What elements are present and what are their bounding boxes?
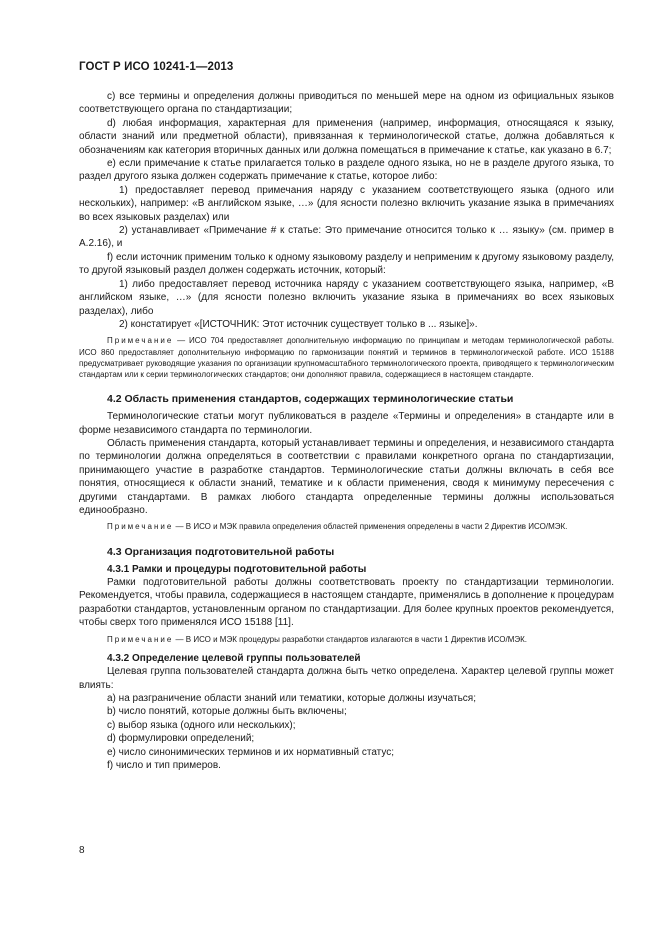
note-text: — ИСО 704 предоставляет дополнительную информацию по принципам и методам терминологической работы. ИСО 860 предоставляет дополнительную информацию по гармонизации понятий и терминов в терминологической работе. ИСО 15188 предусматривает руководящие указания по организации крупномасштабного терминологического проекта, приводящего к терминологическим стандартам или к серии терминологических стандартов; они дополняют правила, содержащиеся в настоящем стандарте.: [79, 336, 614, 379]
item-f: f) если источник применим только к одному языковому разделу и неприменим к другому языковому разделу, то другой языковый раздел должен содержать источник, который:: [79, 251, 614, 277]
section-4-2-paragraph-1: Терминологические статьи могут публиковаться в разделе «Термины и определения» в стандарте или в форме независимого стандарта по терминологии.: [79, 411, 614, 436]
item-f1: 1) либо предоставляет перевод источника наряду с указанием соответствующего языка, например, «В английском языке, …» (для ясности полезно включить указание языка в примечаниях во всех языковых разделах), либо: [79, 278, 614, 317]
note-4-3-1: [79, 634, 614, 645]
note-label: Примечание: [107, 522, 174, 532]
list-item: c) выбор языка (одного или нескольких);: [107, 719, 296, 731]
section-4-3-2-heading: 4.3.2 Определение целевой группы пользователей: [107, 652, 361, 664]
target-group-list: [79, 692, 614, 772]
page-body: [79, 90, 614, 772]
list-item: f) число и тип примеров.: [107, 760, 221, 772]
section-4-3-1-paragraph: Рамки подготовительной работы должны соответствовать проекту по стандартизации терминологии. Рекомендуется, чтобы правила, содержащиеся в настоящем стандарте, применялись в дополнение к процедурам разработки стандартов, установленным органом по стандартизации. Для более крупных проектов рекомендуется, чтобы сверх того применялся ИСО 15188 [11].: [79, 576, 614, 629]
item-e2: 2) устанавливает «Примечание # к статье: Это примечание относится только к … языку» (см. пример в А.2.16), и: [79, 225, 614, 250]
list-item: d) формулировки определений;: [107, 733, 255, 745]
item-e1: 1) предоставляет перевод примечания наряду с указанием соответствующего языка (одного или нескольких), например: «В английском языке, …» (для ясности полезно включить указание языка в примечаниях во всех языковых разделах) или: [79, 184, 614, 223]
note-label: Примечание: [107, 634, 174, 644]
item-f2: 2) констатирует «[ИСТОЧНИК: Этот источник существует только в ... языке]».: [119, 318, 478, 330]
note-intro: [79, 335, 614, 380]
note-text: — В ИСО и МЭК процедуры разработки стандартов излагаются в части 1 Директив ИСО/МЭК.: [173, 634, 528, 644]
item-e: e) если примечание к статье прилагается только в разделе одного языка, но не в разделе другого языка, то раздел другого языка должен содержать примечание к статье, которое либо:: [79, 158, 614, 183]
list-item: b) число понятий, которые должны быть включены;: [107, 706, 347, 718]
section-4-2-heading: 4.2 Область применения стандартов, содержащих терминологические статьи: [107, 393, 514, 406]
page-number: 8: [79, 845, 85, 856]
section-4-2-paragraph-2: Область применения стандарта, который устанавливает термины и определения, и независимого стандарта по терминологии должна определяться в соответствии с правилами конкретного органа по стандартизации, принимающего участие в разработке стандартов. Терминологические статьи должны включать в себя все понятия, относящиеся к области знаний, тематике и к области применения, сводя к минимуму пересечения с другими стандартами. В рамках любого стандарта определенные термины должны использоваться единообразно.: [79, 437, 614, 516]
section-4-3-heading: 4.3 Организация подготовительной работы: [107, 545, 335, 558]
section-4-3-2-paragraph: Целевая группа пользователей стандарта должна быть четко определена. Характер целевой группы может влиять:: [79, 666, 614, 691]
section-4-3-1-heading: 4.3.1 Рамки и процедуры подготовительной работы: [107, 563, 367, 575]
note-4-2: [79, 521, 614, 532]
item-c: c) все термины и определения должны приводиться по меньшей мере на одном из официальных языков соответствующего органа по стандартизации;: [79, 91, 614, 116]
list-item: a) на разграничение области знаний или тематики, которые должны изучаться;: [107, 693, 476, 705]
item-d: d) любая информация, характерная для применения (например, информация, относящаяся к языку, области знаний или предметной области), привязанная к терминологической статье, должна добавляться к обозначениям как категория вторичных данных или должна помещаться в примечание к статье, как указано в 6.7;: [79, 117, 614, 156]
page-header-title: ГОСТ Р ИСО 10241-1—2013: [79, 61, 234, 73]
note-text: — В ИСО и МЭК правила определения областей применения определены в части 2 Директив ИСО/МЭК.: [173, 522, 568, 532]
note-label: Примечание: [107, 336, 174, 346]
list-item: e) число синонимических терминов и их нормативный статус;: [107, 746, 395, 758]
